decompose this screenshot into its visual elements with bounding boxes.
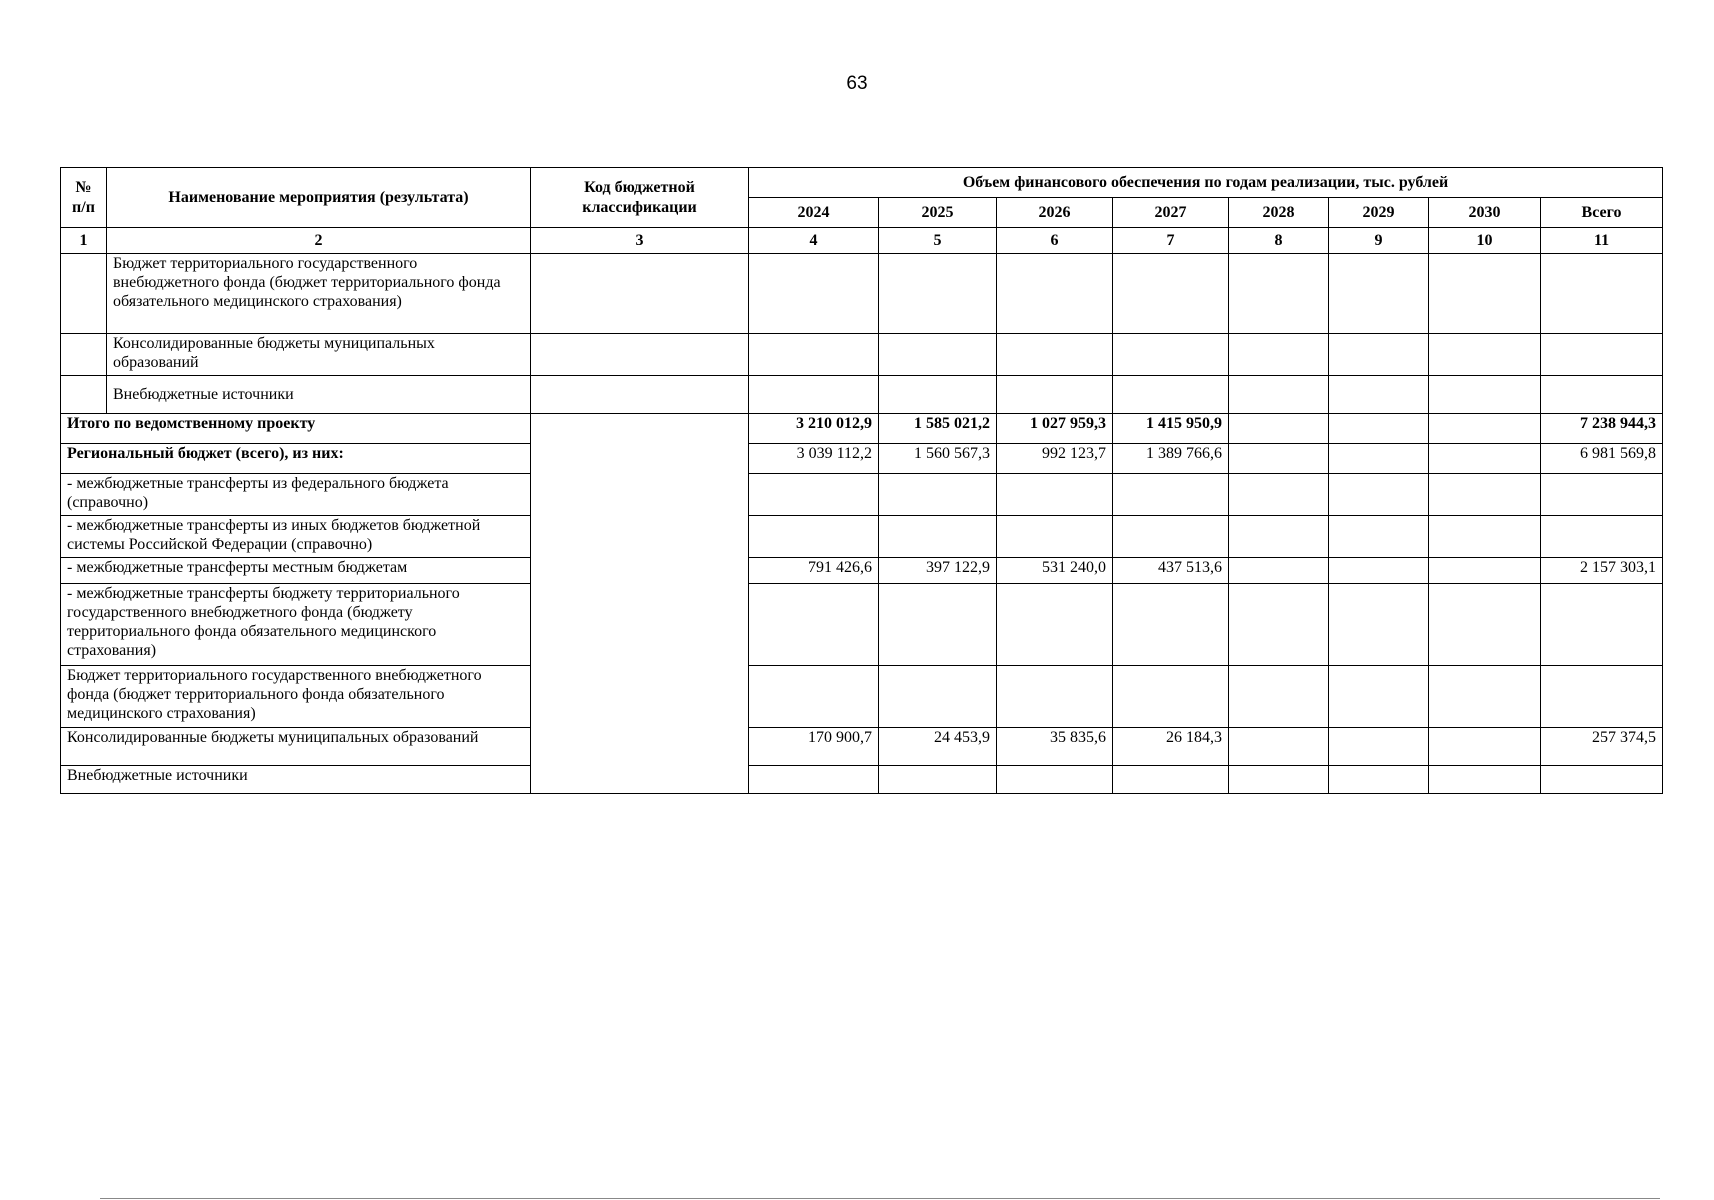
table-row	[61, 728, 1663, 766]
value-cell	[1429, 728, 1541, 766]
value-cell	[997, 584, 1113, 666]
code-cell	[531, 334, 749, 376]
value-cell: 26 184,3	[1113, 728, 1229, 766]
header-year: 2026	[997, 198, 1113, 228]
value-cell	[879, 516, 997, 558]
header-year: 2028	[1229, 198, 1329, 228]
header-year: 2024	[749, 198, 879, 228]
budget-table	[60, 167, 1663, 794]
table-row	[61, 516, 1663, 558]
value-cell: 3 210 012,9	[749, 414, 879, 444]
value-cell	[1429, 558, 1541, 584]
table-row	[61, 558, 1663, 584]
table-row	[61, 584, 1663, 666]
table-row	[61, 666, 1663, 728]
table-row-total	[61, 444, 1663, 474]
row-name: Консолидированные бюджеты муниципальных образований	[61, 728, 531, 766]
value-cell	[997, 766, 1113, 794]
value-cell: 35 835,6	[997, 728, 1113, 766]
column-index: 4	[749, 228, 879, 254]
value-cell	[1429, 766, 1541, 794]
column-index: 8	[1229, 228, 1329, 254]
row-name: - межбюджетные трансферты местным бюджетам	[61, 558, 531, 584]
value-cell	[1229, 584, 1329, 666]
row-name: Региональный бюджет (всего), из них:	[61, 444, 531, 474]
row-number-cell	[61, 334, 107, 376]
value-cell: 1 389 766,6	[1113, 444, 1229, 474]
header-volume: Объем финансового обеспечения по годам реализации, тыс. рублей	[749, 168, 1663, 198]
row-name: - межбюджетные трансферты из иных бюджетов бюджетной системы Российской Федерации (справочно)	[61, 516, 531, 558]
value-cell	[1429, 584, 1541, 666]
value-cell	[749, 474, 879, 516]
value-cell	[879, 474, 997, 516]
value-cell: 1 585 021,2	[879, 414, 997, 444]
page-bottom-divider	[100, 1198, 1660, 1199]
value-cell	[1329, 584, 1429, 666]
value-cell	[1329, 558, 1429, 584]
value-cell	[879, 766, 997, 794]
column-index: 3	[531, 228, 749, 254]
column-index: 1	[61, 228, 107, 254]
column-index: 10	[1429, 228, 1541, 254]
row-number-cell	[61, 376, 107, 414]
header-name: Наименование мероприятия (результата)	[107, 168, 531, 228]
header-year: 2029	[1329, 198, 1429, 228]
value-cell	[1229, 516, 1329, 558]
value-cell	[1329, 414, 1429, 444]
table-row	[61, 474, 1663, 516]
value-cell	[1429, 414, 1541, 444]
table-row	[61, 334, 1663, 376]
table-row	[61, 254, 1663, 334]
table-row	[61, 376, 1663, 414]
value-cell	[1113, 766, 1229, 794]
value-cell	[749, 766, 879, 794]
value-cell	[749, 666, 879, 728]
code-cell	[531, 376, 749, 414]
row-number-cell	[61, 254, 107, 334]
value-cell: 1 560 567,3	[879, 444, 997, 474]
value-cell	[1429, 444, 1541, 474]
value-cell	[1113, 666, 1229, 728]
value-cell: 170 900,7	[749, 728, 879, 766]
value-cell	[1229, 728, 1329, 766]
value-cell: 437 513,6	[1113, 558, 1229, 584]
value-cell	[1541, 516, 1663, 558]
value-cell	[1229, 444, 1329, 474]
page-number: 63	[846, 73, 868, 94]
value-cell	[997, 474, 1113, 516]
value-cell	[1429, 666, 1541, 728]
code-cell	[531, 414, 749, 794]
value-cell	[1541, 766, 1663, 794]
value-cell: 992 123,7	[997, 444, 1113, 474]
value-cell: 3 039 112,2	[749, 444, 879, 474]
value-cell	[1229, 474, 1329, 516]
value-cell: 2 157 303,1	[1541, 558, 1663, 584]
table-row-total	[61, 414, 1663, 444]
table-row	[61, 766, 1663, 794]
value-cell	[879, 584, 997, 666]
row-name: - межбюджетные трансферты бюджету территориального государственного внебюджетного фонда (бюджету территориального фонда обязательного медицинского страхования)	[61, 584, 531, 666]
value-cell	[1541, 584, 1663, 666]
value-cell: 1 027 959,3	[997, 414, 1113, 444]
value-cell: 6 981 569,8	[1541, 444, 1663, 474]
value-cell	[997, 516, 1113, 558]
value-cell: 24 453,9	[879, 728, 997, 766]
value-cell	[749, 516, 879, 558]
column-index: 9	[1329, 228, 1429, 254]
header-year: 2030	[1429, 198, 1541, 228]
row-name: Внебюджетные источники	[107, 376, 531, 414]
column-index: 6	[997, 228, 1113, 254]
value-cell	[1329, 474, 1429, 516]
value-cell	[997, 666, 1113, 728]
value-cell	[1229, 558, 1329, 584]
row-name: Внебюджетные источники	[61, 766, 531, 794]
row-name: Бюджет территориального государственного внебюджетного фонда (бюджет территориального фонда обязательного медицинского страхования)	[61, 666, 531, 728]
header-total: Всего	[1541, 198, 1663, 228]
value-cell: 1 415 950,9	[1113, 414, 1229, 444]
column-index-row	[61, 228, 1663, 254]
header-number: № п/п	[61, 168, 107, 228]
value-cell	[1329, 666, 1429, 728]
value-cell	[1429, 474, 1541, 516]
value-cell	[879, 666, 997, 728]
header-year: 2027	[1113, 198, 1229, 228]
value-cell	[1329, 766, 1429, 794]
row-name: Консолидированные бюджеты муниципальных образований	[107, 334, 531, 376]
value-cell: 7 238 944,3	[1541, 414, 1663, 444]
value-cell	[1229, 766, 1329, 794]
code-cell	[531, 254, 749, 334]
column-index: 2	[107, 228, 531, 254]
value-cell: 531 240,0	[997, 558, 1113, 584]
value-cell	[1329, 516, 1429, 558]
value-cell: 791 426,6	[749, 558, 879, 584]
value-cell	[1541, 474, 1663, 516]
row-name: Итого по ведомственному проекту	[61, 414, 531, 444]
value-cell	[1229, 414, 1329, 444]
value-cell	[1429, 516, 1541, 558]
value-cell	[1329, 728, 1429, 766]
header-year: 2025	[879, 198, 997, 228]
row-name: Бюджет территориального государственного внебюджетного фонда (бюджет территориального фонда обязательного медицинского страхования)	[107, 254, 531, 334]
value-cell: 397 122,9	[879, 558, 997, 584]
value-cell: 257 374,5	[1541, 728, 1663, 766]
value-cell	[1229, 666, 1329, 728]
row-name: - межбюджетные трансферты из федерального бюджета (справочно)	[61, 474, 531, 516]
column-index: 11	[1541, 228, 1663, 254]
value-cell	[1113, 584, 1229, 666]
value-cell	[749, 584, 879, 666]
column-index: 5	[879, 228, 997, 254]
value-cell	[1541, 666, 1663, 728]
value-cell	[1113, 474, 1229, 516]
column-index: 7	[1113, 228, 1229, 254]
value-cell	[1329, 444, 1429, 474]
value-cell	[1113, 516, 1229, 558]
header-code: Код бюджетной классификации	[531, 168, 749, 228]
